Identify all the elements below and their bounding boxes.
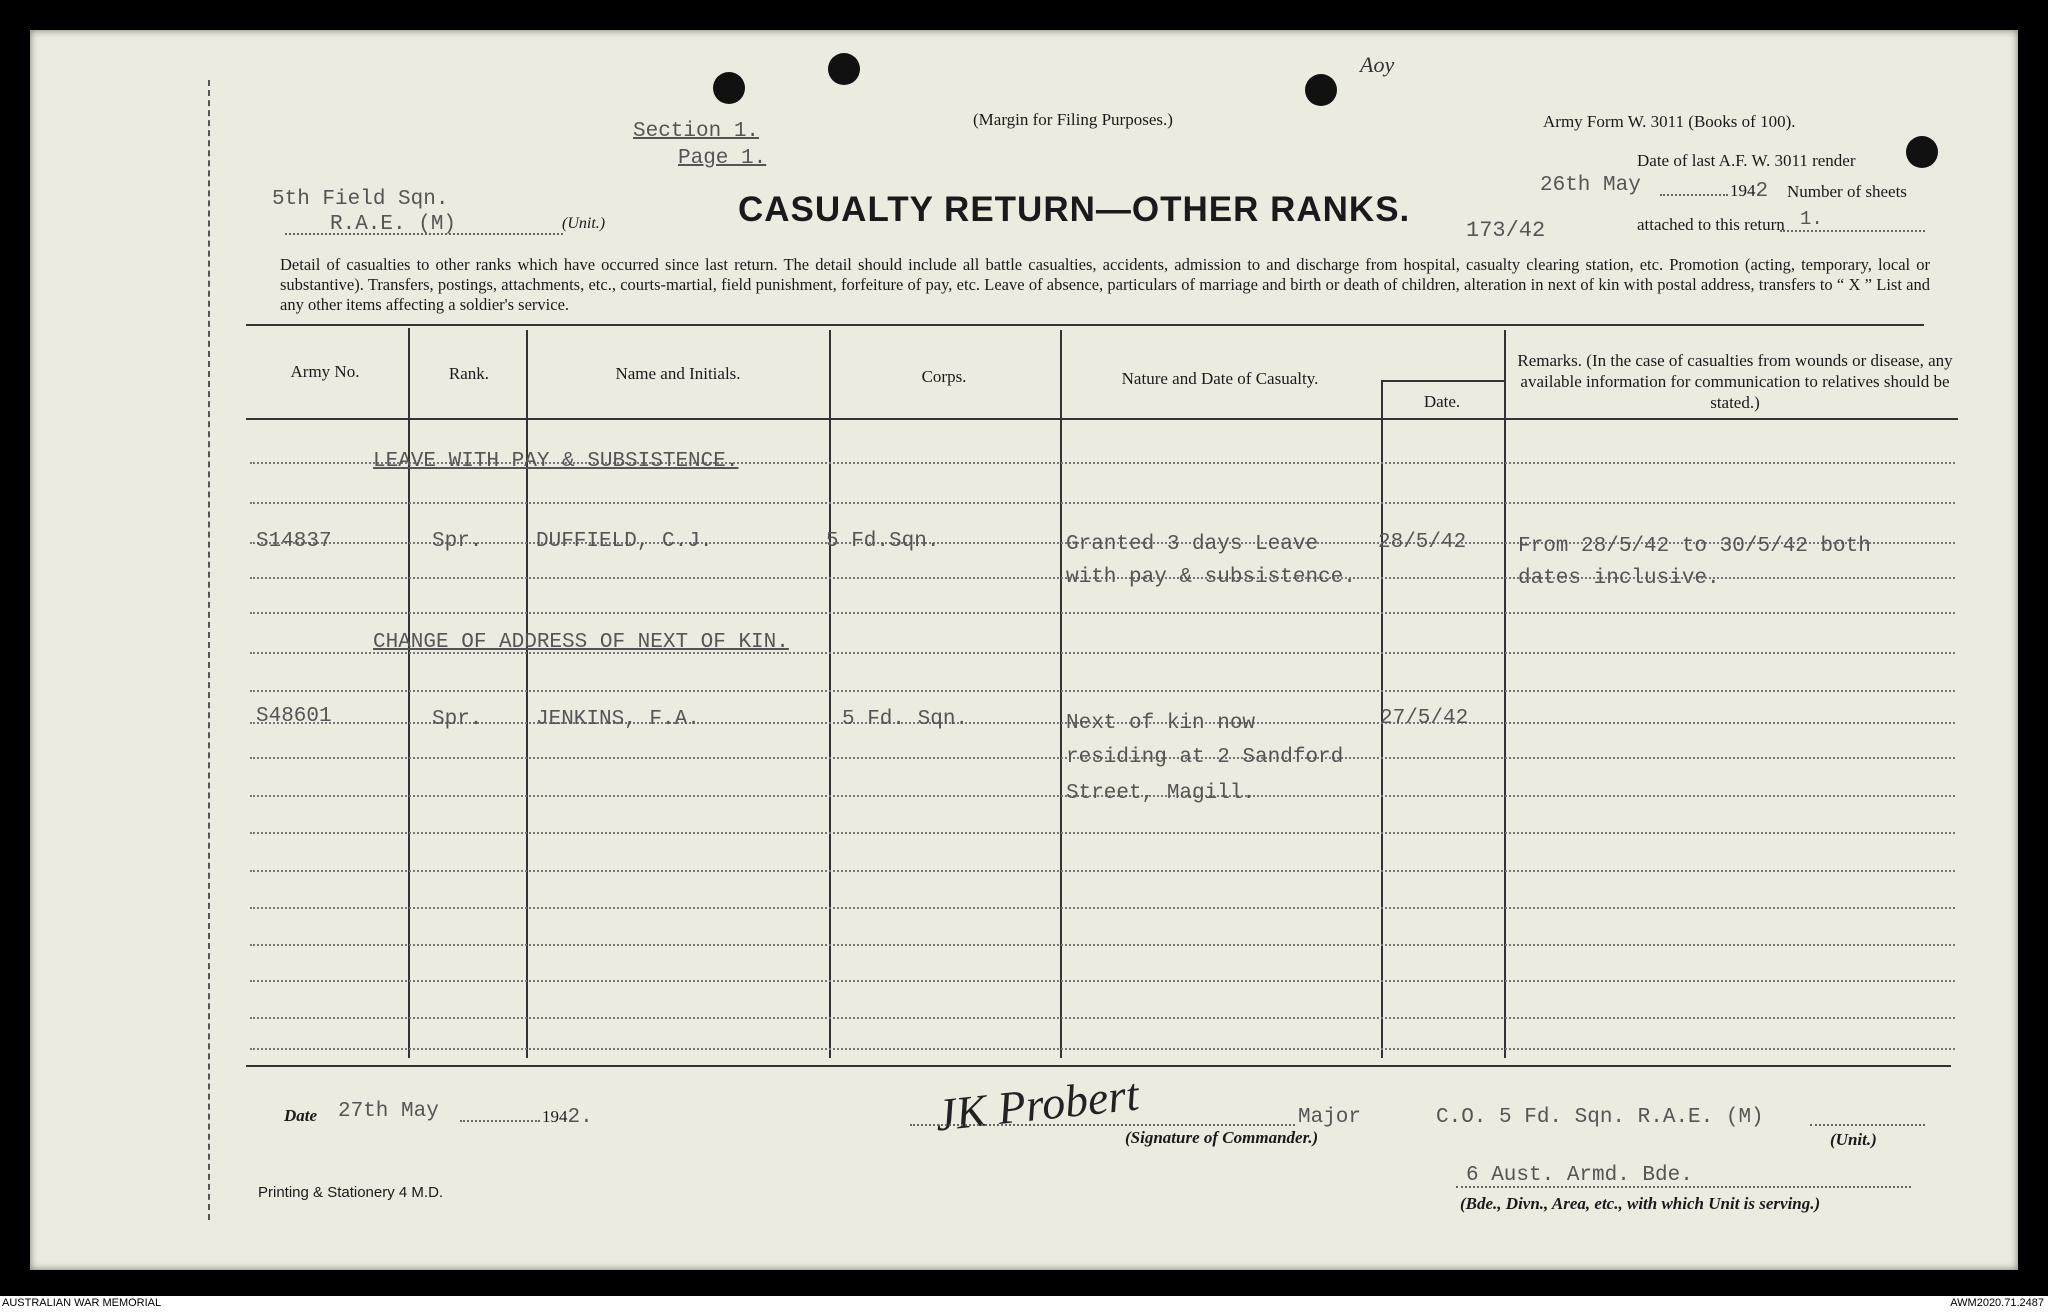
signature-rank: Major: [1298, 1106, 1362, 1129]
header-rank: Rank.: [448, 364, 490, 383]
reference-number: 173/42: [1466, 218, 1546, 243]
header-remarks: Remarks. (In the case of casualties from wounds or disease, any available information for communication to relatives should be stated.): [1517, 351, 1953, 412]
header-army-no: Army No.: [290, 362, 360, 381]
row-line: [250, 944, 1955, 946]
footer-year-prefix: 194: [542, 1107, 568, 1126]
row-line: [250, 1017, 1955, 1019]
row2-nature-line2: residing at 2 Sandford: [1066, 746, 1344, 769]
instructions-paragraph: Detail of casualties to other ranks which have occurred since last return. The detail should include all battle casualties, accidents, admission to and discharge from hospital, casualty clearing station, etc. Promotion (acting, temporary, local or substantive). Transfers, postings, attachments, etc., courts-martial, field punishment, forfeiture of pay, etc. Leave of absence, particulars of marriage and birth or death of children, alteration in next of kin with postal address, transfers to “ X ” List and any other items affecting a soldier's service.: [280, 255, 1930, 314]
header-date: Date.: [1423, 392, 1461, 411]
row1-date: 28/5/42: [1378, 531, 1467, 554]
unit-label: (Unit.): [562, 215, 606, 232]
row2-army-no: S48601: [256, 705, 332, 728]
row-line: [250, 907, 1955, 909]
brigade-label: (Bde., Divn., Area, etc., with which Unit is serving.): [1460, 1194, 1821, 1213]
row-line: [250, 690, 1955, 692]
table-bottom-rule: [246, 1065, 1951, 1067]
column-divider: [829, 330, 831, 1058]
margin-note: (Margin for Filing Purposes.): [973, 110, 1173, 129]
year-suffix: 2: [1755, 180, 1769, 203]
date-last-label: Date of last A.F. W. 3011 render: [1637, 151, 1856, 170]
footer-date-year: [542, 1106, 593, 1129]
footer-date-value: 27th May: [338, 1100, 439, 1123]
footer-year-suffix: 2.: [567, 1106, 593, 1129]
row1-nature-line1: Granted 3 days Leave: [1066, 533, 1319, 556]
header-corps: Corps.: [921, 367, 967, 386]
commander-signature: JK Probert: [932, 1068, 1142, 1141]
footer-unit-value: C.O. 5 Fd. Sqn. R.A.E. (M): [1436, 1106, 1764, 1129]
army-form-label: Army Form W. 3011 (Books of 100).: [1543, 112, 1796, 131]
brigade-leader: [1456, 1186, 1911, 1188]
row1-remarks-line2: dates inclusive.: [1518, 567, 1720, 590]
attached-label: attached to this return: [1637, 215, 1785, 234]
signature-leader: [910, 1124, 1295, 1126]
row2-rank: Spr.: [432, 708, 483, 731]
signature-label: (Signature of Commander.): [1125, 1128, 1319, 1147]
caption-right: AWM2020.71.2487: [1950, 1297, 2044, 1309]
column-divider: [1060, 330, 1062, 1058]
brigade-value: 6 Aust. Armd. Bde.: [1466, 1164, 1693, 1187]
row-line: [250, 870, 1955, 872]
column-divider: [408, 328, 410, 1058]
row1-rank: Spr.: [432, 530, 483, 553]
row2-name: JENKINS, F.A.: [536, 708, 700, 731]
punch-hole: [713, 72, 745, 104]
row1-nature-line2: with pay & subsistence.: [1066, 566, 1356, 589]
header-name: Name and Initials.: [615, 364, 741, 383]
column-divider: [526, 330, 528, 1058]
row2-nature-line3: Street, Magill.: [1066, 782, 1256, 805]
row-line: [250, 612, 1955, 614]
section-label: Section 1.: [633, 120, 760, 143]
printer-imprint: Printing & Stationery 4 M.D.: [258, 1184, 444, 1201]
page-title: CASUALTY RETURN—OTHER RANKS.: [738, 190, 1411, 229]
page-label: Page 1.: [678, 147, 767, 170]
unit-line2: R.A.E. (M): [330, 213, 457, 236]
footer-date-leader: [460, 1120, 540, 1122]
caption-bar: [0, 1296, 2048, 1312]
unit-line1: 5th Field Sqn.: [272, 188, 449, 211]
row1-name: DUFFIELD, C.J.: [536, 530, 713, 553]
number-sheets-label: Number of sheets: [1787, 182, 1907, 201]
footer-date-label: Date: [284, 1106, 318, 1125]
attached-leader: [1780, 230, 1925, 232]
row1-corps: 5 Fd.Sqn.: [826, 530, 940, 553]
section-heading-leave: LEAVE WITH PAY & SUBSISTENCE.: [373, 450, 739, 473]
column-divider: [1504, 330, 1506, 1058]
section-heading-address: CHANGE OF ADDRESS OF NEXT OF KIN.: [373, 631, 789, 654]
caption-left: AUSTRALIAN WAR MEMORIAL: [2, 1297, 162, 1309]
row2-nature-line1: Next of kin now: [1066, 712, 1256, 735]
footer-unit-label: (Unit.): [1830, 1130, 1877, 1149]
punch-hole: [1906, 136, 1938, 168]
header-nature: Nature and Date of Casualty.: [1121, 369, 1319, 388]
punch-hole: [828, 53, 860, 85]
date-last-value: 26th May: [1540, 174, 1641, 197]
year-prefix: 194: [1730, 181, 1756, 200]
table-header-rule: [246, 418, 1958, 420]
date-sub-rule: [1382, 380, 1504, 382]
footer-unit-leader: [1810, 1124, 1925, 1126]
row-line: [250, 832, 1955, 834]
row2-corps: 5 Fd. Sqn.: [842, 708, 969, 731]
handwritten-note: Aoy: [1360, 52, 1395, 77]
rule: [246, 324, 1924, 326]
row1-army-no: S14837: [256, 530, 332, 553]
date-last-leader: [1660, 194, 1728, 196]
row1-remarks-line1: From 28/5/42 to 30/5/42 both: [1518, 535, 1871, 558]
margin-line: [208, 80, 210, 1220]
row-line: [250, 980, 1955, 982]
row2-date: 27/5/42: [1380, 707, 1469, 730]
row-line: [250, 1048, 1955, 1050]
date-last-year: [1730, 180, 1768, 203]
punch-hole: [1305, 74, 1337, 106]
attached-value: 1.: [1800, 208, 1823, 230]
row-line: [250, 502, 1955, 504]
